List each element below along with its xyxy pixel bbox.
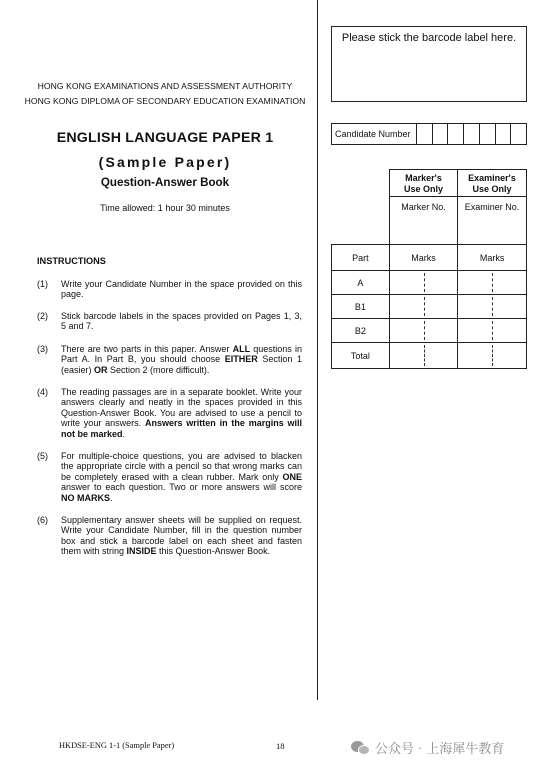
barcode-label-area[interactable] xyxy=(331,26,527,102)
examiner-marks-cell[interactable] xyxy=(458,319,527,343)
marks-table xyxy=(331,244,527,369)
examiner-marks-header: Marks xyxy=(458,245,527,271)
marker-total-cell[interactable] xyxy=(389,343,458,369)
book-type: Question-Answer Book xyxy=(100,176,230,189)
instruction-number: (2) xyxy=(37,311,48,321)
paper-code: HKDSE-ENG 1-1 (Sample Paper) xyxy=(59,741,175,750)
examiner-marks-cell[interactable] xyxy=(458,295,527,319)
examiner-number-label: Examiner No. xyxy=(464,202,520,212)
candidate-digit-box[interactable] xyxy=(480,124,496,144)
instruction-number: (5) xyxy=(37,451,48,461)
examiner-total-cell[interactable] xyxy=(458,343,527,369)
instruction-text: For multiple-choice questions, you are advised to blacken the appropriate circle with a pencil so that wrong marks can be completely erased with a clean rubber. Mark only ONE answer to each question. Two or more answers will score NO MARKS. xyxy=(61,451,302,503)
candidate-number-field[interactable] xyxy=(331,123,527,145)
marker-marks-cell[interactable] xyxy=(389,295,458,319)
candidate-digit-box[interactable] xyxy=(511,124,526,144)
marker-marks-cell[interactable] xyxy=(389,271,458,295)
instruction-text: Write your Candidate Number in the space provided on this page. xyxy=(61,279,302,300)
instruction-item xyxy=(37,344,302,375)
total-label: Total xyxy=(332,343,390,369)
watermark xyxy=(351,738,504,757)
examiners-use-only-header xyxy=(457,169,527,197)
instructions-heading: INSTRUCTIONS xyxy=(37,256,106,266)
part-column-header: Part xyxy=(332,245,390,271)
paper-title: ENGLISH LANGUAGE PAPER 1 xyxy=(56,130,274,146)
instruction-item xyxy=(37,515,302,557)
paper-subtitle: (Sample Paper) xyxy=(98,154,232,170)
examiner-number-field[interactable] xyxy=(457,196,527,245)
candidate-number-label: Candidate Number xyxy=(332,124,417,144)
candidate-digit-box[interactable] xyxy=(417,124,433,144)
candidate-digit-box[interactable] xyxy=(496,124,512,144)
watermark-separator: · xyxy=(418,740,423,755)
instruction-number: (6) xyxy=(37,515,48,525)
instruction-item xyxy=(37,279,302,300)
barcode-instruction: Please stick the barcode label here. xyxy=(341,32,517,44)
time-allowed: Time allowed: 1 hour 30 minutes xyxy=(100,203,230,213)
marker-marks-header: Marks xyxy=(389,245,458,271)
markers-use-only-header xyxy=(389,169,458,197)
page-number: 18 xyxy=(276,741,285,751)
instruction-text: Stick barcode labels in the spaces provided on Pages 1, 3, 5 and 7. xyxy=(61,311,302,332)
instruction-number: (1) xyxy=(37,279,48,289)
authority-name: HONG KONG EXAMINATIONS AND ASSESSMENT AUTHORITY xyxy=(37,81,293,91)
candidate-digit-box[interactable] xyxy=(433,124,449,144)
exam-name: HONG KONG DIPLOMA OF SECONDARY EDUCATION EXAMINATION xyxy=(24,96,306,106)
instruction-text: Supplementary answer sheets will be supplied on request. Write your Candidate Number, fill in the question number box and stick a barcode label on each sheet and fasten them with string INSIDE this Question-Answer Book. xyxy=(61,515,302,557)
candidate-digit-box[interactable] xyxy=(448,124,464,144)
part-label: B2 xyxy=(332,319,390,343)
instruction-text: The reading passages are in a separate booklet. Write your answers clearly and neatly in the spaces provided in this Question-Answer Book. You are advised to use a pencil to write your answers. Answers written in the margins will not be marked. xyxy=(61,387,303,439)
instruction-text: There are two parts in this paper. Answer ALL questions in Part A. In Part B, you should choose EITHER Section 1 (easier) OR Section 2 (more difficult). xyxy=(61,344,302,375)
markers-use-line2: Use Only xyxy=(403,183,443,194)
examiners-use-line1: Examiner's xyxy=(468,173,516,183)
marker-marks-cell[interactable] xyxy=(389,319,458,343)
instruction-item xyxy=(37,451,302,503)
watermark-name: 上海犀牛教育 xyxy=(426,741,505,756)
marker-number-label: Marker No. xyxy=(401,202,446,212)
column-divider xyxy=(317,0,318,700)
part-label: B1 xyxy=(332,295,390,319)
part-label: A xyxy=(332,271,390,295)
instruction-item xyxy=(37,311,302,332)
markers-use-line1: Marker's xyxy=(405,173,442,183)
instruction-item xyxy=(37,387,302,439)
instruction-number: (4) xyxy=(37,387,48,397)
watermark-prefix: 公众号 xyxy=(375,741,415,756)
wechat-icon xyxy=(351,740,371,756)
examiner-marks-cell[interactable] xyxy=(458,271,527,295)
examiners-use-line2: Use Only xyxy=(472,183,512,194)
marker-number-field[interactable] xyxy=(389,196,458,245)
instruction-number: (3) xyxy=(37,344,48,354)
candidate-digit-box[interactable] xyxy=(464,124,480,144)
